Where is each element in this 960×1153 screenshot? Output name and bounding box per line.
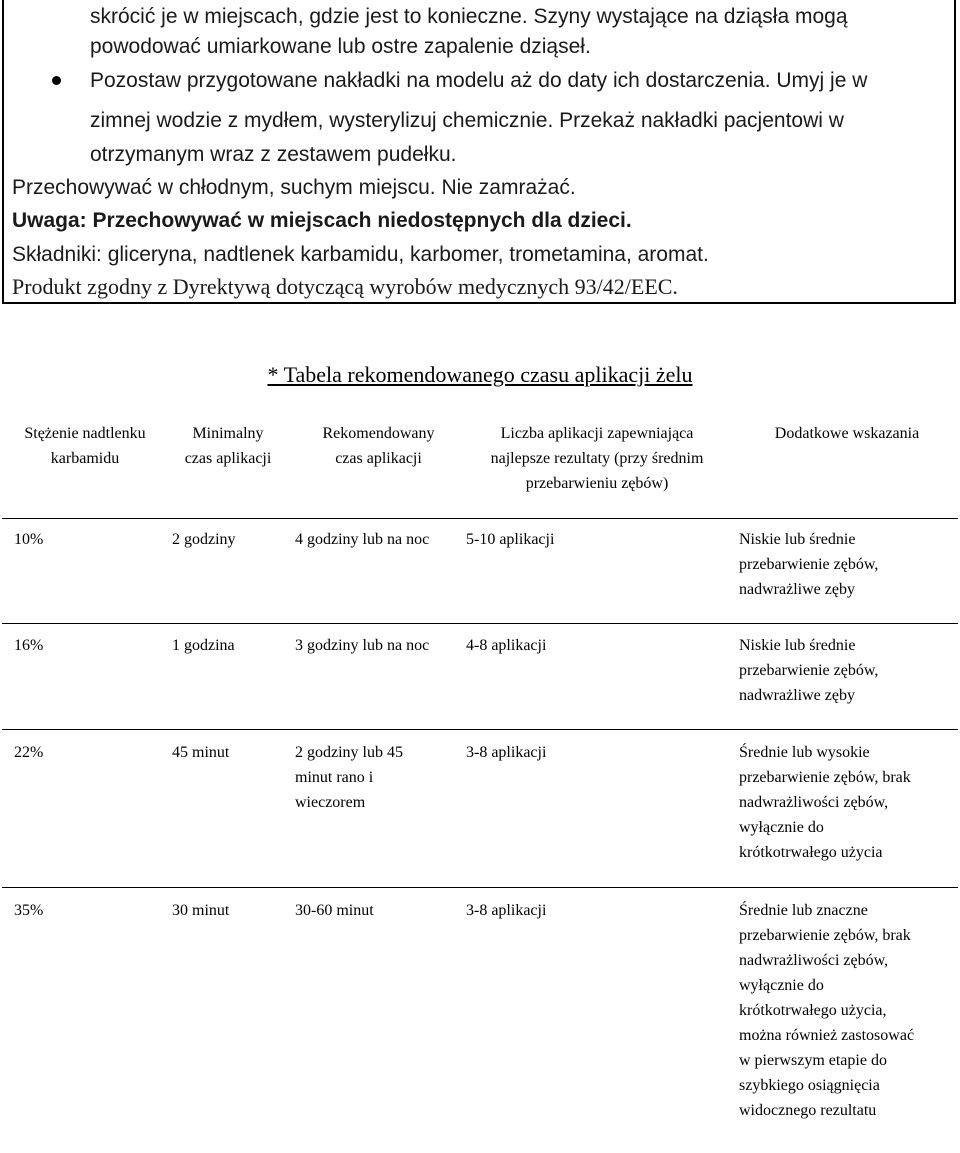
cell-notes: Średnie lub znaczne przebarwienie zębów, brak nadwrażliwości zębów, wyłącznie do krótkotrwałego użycia, można również zastosować w pierwszym etapie do szybkiego osiągnięcia widocznego rezultatu <box>739 902 915 1119</box>
cell-applications: 3-8 aplikacji <box>466 744 547 761</box>
cell-applications: 3-8 aplikacji <box>466 902 547 919</box>
cell-rec-time: 30-60 minut <box>295 902 374 919</box>
ingredients-note: Składniki: gliceryna, nadtlenek karbamidu, karbomer, trometamina, aromat. <box>12 243 709 266</box>
instruction-line: powodować umiarkowane lub ostre zapalenie dziąseł. <box>90 35 591 58</box>
warning-note: Uwaga: Przechowywać w miejscach niedostępnych dla dzieci. <box>12 209 632 232</box>
cell-rec-time: 2 godziny lub 45 minut rano i wieczorem <box>295 744 403 811</box>
cell-rec-time: 3 godziny lub na noc <box>295 637 430 654</box>
cell-min-time: 2 godziny <box>172 531 236 548</box>
cell-notes: Średnie lub wysokie przebarwienie zębów, brak nadwrażliwości zębów, wyłącznie do krótkotrwałego użycia <box>739 744 911 861</box>
cell-notes: Niskie lub średnie przebarwienie zębów, nadwrażliwe zęby <box>739 531 879 598</box>
instruction-line: zimnej wodzie z mydłem, wysterylizuj chemicznie. Przekaż nakładki pacjentowi w <box>90 109 844 132</box>
header-min-time: Minimalny czas aplikacji <box>184 425 272 467</box>
storage-note: Przechowywać w chłodnym, suchym miejscu. Nie zamrażać. <box>12 176 576 199</box>
cell-concentration: 35% <box>14 902 44 919</box>
compliance-note: Produkt zgodny z Dyrektywą dotyczącą wyrobów medycznych 93/42/EEC. <box>12 274 678 299</box>
cell-applications: 5-10 aplikacji <box>466 531 555 548</box>
table-divider <box>2 518 958 519</box>
header-applications: Liczba aplikacji zapewniająca najlepsze rezultaty (przy średnim przebarwieniu zębów) <box>490 425 704 492</box>
cell-min-time: 30 minut <box>172 902 230 919</box>
cell-rec-time: 4 godziny lub na noc <box>295 531 430 548</box>
cell-notes: Niskie lub średnie przebarwienie zębów, nadwrażliwe zęby <box>739 637 879 704</box>
cell-applications: 4-8 aplikacji <box>466 637 547 654</box>
cell-min-time: 45 minut <box>172 744 230 761</box>
cell-concentration: 22% <box>14 744 44 761</box>
instruction-line: Pozostaw przygotowane nakładki na modelu aż do daty ich dostarczenia. Umyj je w <box>90 69 868 92</box>
cell-min-time: 1 godzina <box>172 637 235 654</box>
bullet-icon <box>52 76 61 85</box>
instruction-line: otrzymanym wraz z zestawem pudełku. <box>90 143 457 166</box>
cell-concentration: 10% <box>14 531 44 548</box>
header-rec-time: Rekomendowany czas aplikacji <box>322 425 435 467</box>
table-title: * Tabela rekomendowanego czasu aplikacji żelu <box>267 362 693 387</box>
table-divider <box>2 623 958 624</box>
table-divider <box>2 887 958 888</box>
cell-concentration: 16% <box>14 637 44 654</box>
header-concentration: Stężenie nadtlenku karbamidu <box>24 425 146 467</box>
table-divider <box>2 729 958 730</box>
header-notes: Dodatkowe wskazania <box>774 425 920 442</box>
instructions-box <box>2 0 956 304</box>
instruction-line: skrócić je w miejscach, gdzie jest to konieczne. Szyny wystające na dziąsła mogą <box>90 5 848 28</box>
